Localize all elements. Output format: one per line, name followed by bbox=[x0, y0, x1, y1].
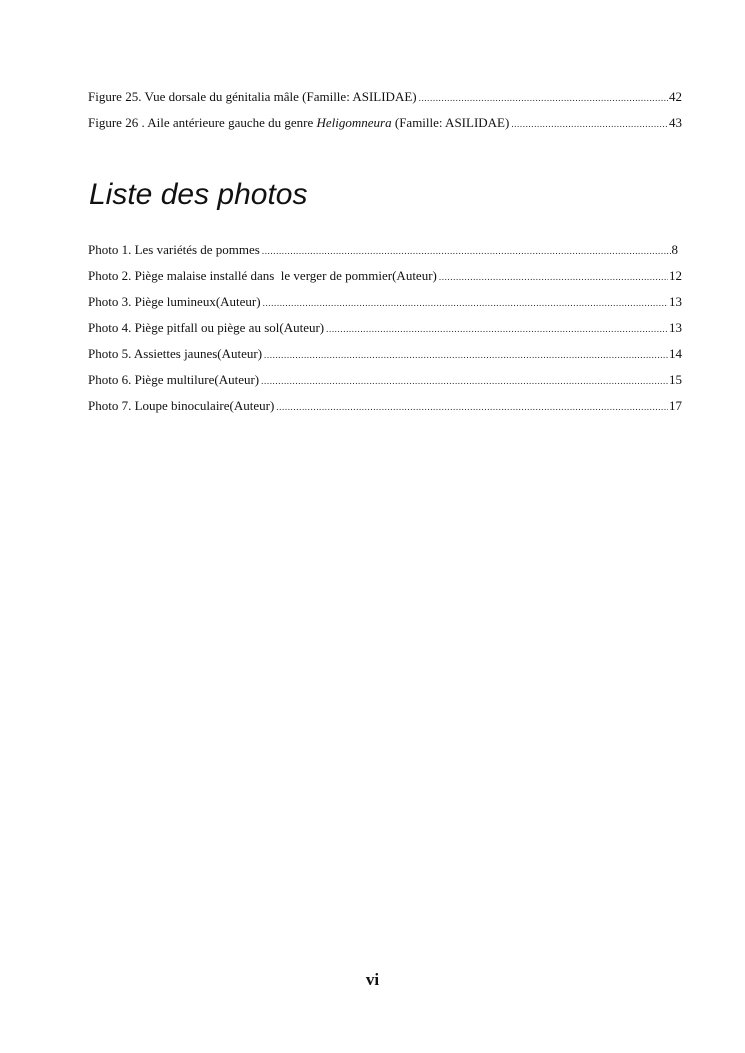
toc-entry-page: 43 bbox=[669, 115, 682, 130]
dot-leader bbox=[419, 90, 668, 106]
page-number: vi bbox=[365, 970, 380, 989]
toc-entry-text bbox=[88, 115, 509, 131]
toc-entry-title: Figure 25. Vue dorsale du génitalia mâle (Famille: ASILIDAE) bbox=[88, 89, 417, 104]
toc-entry-page: 42 bbox=[669, 89, 682, 104]
dot-leader bbox=[264, 347, 668, 363]
dot-leader bbox=[511, 116, 668, 132]
dot-leader bbox=[261, 373, 668, 389]
dot-leader bbox=[276, 399, 668, 415]
toc-entry-photo-3[interactable] bbox=[88, 294, 682, 320]
toc-entry-page: 15 bbox=[669, 372, 682, 387]
toc-entry-page: 13 bbox=[669, 294, 682, 309]
toc-entry-page: 13 bbox=[669, 320, 682, 335]
toc-entry-italic-name: Heligomneura bbox=[316, 115, 392, 130]
toc-entry-title: Photo 3. Piège lumineux(Auteur) bbox=[88, 294, 261, 309]
toc-entry-title: Figure 26 . Aile antérieure gauche du genre bbox=[88, 115, 317, 130]
toc-entry-photo-4[interactable] bbox=[88, 320, 682, 346]
toc-entry-title-suffix: (Famille: ASILIDAE) bbox=[391, 115, 510, 130]
toc-entry-photo-5[interactable] bbox=[88, 346, 682, 372]
toc-entry-title: Photo 6. Piège multilure(Auteur) bbox=[88, 372, 260, 387]
toc-entry-text bbox=[88, 89, 417, 105]
toc-entry-title: Photo 1. Les variétés de pommes bbox=[88, 242, 260, 257]
dot-leader bbox=[262, 243, 671, 259]
toc-entry-page: 12 bbox=[669, 268, 682, 283]
toc-entry-page: 17 bbox=[669, 398, 682, 413]
toc-entry-title: Photo 7. Loupe binoculaire(Auteur) bbox=[88, 398, 275, 413]
figure-list bbox=[88, 89, 682, 141]
section-heading: Liste des photos bbox=[89, 178, 308, 211]
photo-list bbox=[88, 242, 682, 424]
toc-entry-photo-2[interactable] bbox=[88, 268, 682, 294]
dot-leader bbox=[263, 295, 668, 311]
toc-entry-title: Photo 2. Piège malaise installé dans le verger de pommier(Auteur) bbox=[88, 268, 437, 283]
toc-entry-figure-26[interactable] bbox=[88, 115, 682, 141]
toc-entry-page: 8 bbox=[671, 242, 678, 257]
toc-entry-photo-6[interactable] bbox=[88, 372, 682, 398]
toc-entry-figure-25[interactable] bbox=[88, 89, 682, 115]
dot-leader bbox=[326, 321, 668, 337]
toc-entry-title: Photo 4. Piège pitfall ou piège au sol(Auteur) bbox=[88, 320, 325, 335]
dot-leader bbox=[439, 269, 668, 285]
toc-entry-photo-7[interactable] bbox=[88, 398, 682, 424]
toc-entry-title: Photo 5. Assiettes jaunes(Auteur) bbox=[88, 346, 263, 361]
toc-entry-photo-1[interactable] bbox=[88, 242, 682, 268]
toc-entry-page: 14 bbox=[669, 346, 682, 361]
